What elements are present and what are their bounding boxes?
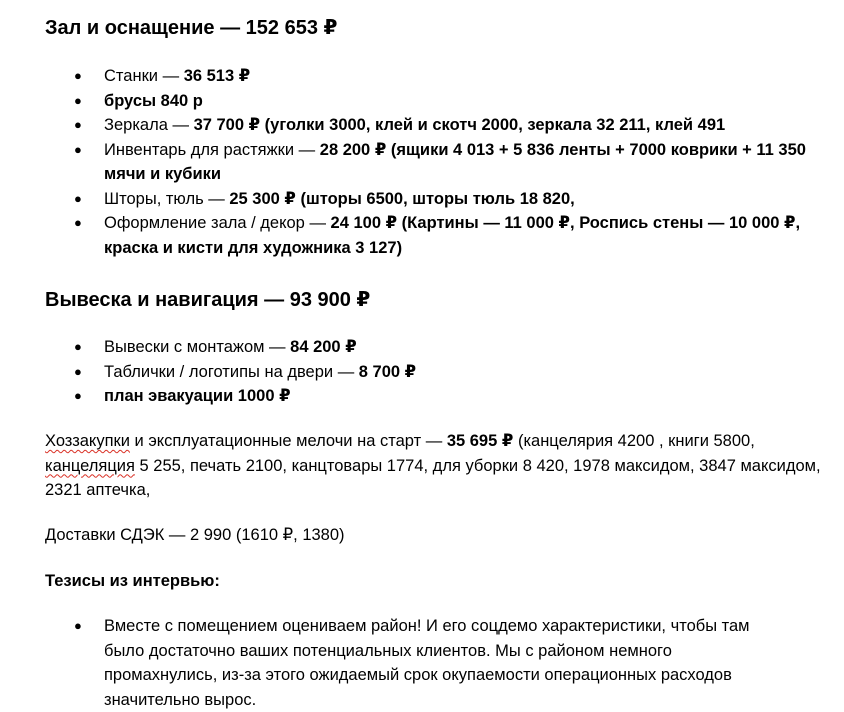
item-label: Шторы, тюль — [104, 189, 230, 208]
paragraph-text: 5 255, печать 2100, канцтовары 1774, для уборки 8 420, 1978 максидом, 3847 максидом, 2321 аптечка, [45, 456, 821, 499]
bullet-icon: ● [74, 141, 82, 157]
item-value: 36 513 ₽ [183, 67, 251, 85]
bullet-icon: ● [74, 190, 82, 206]
theses-heading: Тезисы из интервью: [45, 572, 220, 590]
delivery-paragraph: Доставки СДЭК — 2 990 (1610 ₽, 1380) [45, 526, 345, 544]
item-value: 84 200 ₽ [290, 338, 357, 356]
theses-list [45, 614, 835, 712]
section-heading-hall: Зал и оснащение — 152 653 ₽ [45, 17, 338, 39]
item-value: план эвакуации 1000 ₽ [104, 387, 291, 405]
item-value: 25 300 ₽ (шторы 6500, шторы тюль 18 820, [229, 189, 575, 208]
bullet-icon: ● [74, 388, 82, 403]
bullet-icon: ● [74, 215, 82, 230]
list-item [45, 360, 835, 385]
list-item [45, 138, 835, 187]
item-value: 37 700 ₽ (уголки 3000, клей и скотч 2000, зеркала 32 211, клей 491 [193, 116, 726, 134]
item-value: 28 200 ₽ (ящики 4 013 + 5 836 ленты + 7000 коврики + 11 350 мячи и кубики [104, 140, 806, 183]
item-label: Станки — [104, 67, 184, 85]
item-value: 8 700 ₽ [358, 362, 417, 381]
list-item [45, 335, 835, 360]
misspelled-word[interactable]: Хоззакупки [45, 432, 130, 450]
list-item [45, 614, 784, 712]
list-item [45, 211, 835, 260]
item-value: брусы 840 р [104, 91, 203, 110]
paragraph-text: (канцелярия 4200 , книги 5800, [513, 432, 755, 450]
paragraph-total: 35 695 ₽ [446, 432, 514, 450]
bullet-icon: ● [74, 339, 82, 354]
bullet-icon: ● [74, 68, 82, 83]
bullet-icon: ● [74, 618, 82, 633]
list-item [45, 64, 835, 89]
item-label: Зеркала — [104, 116, 194, 134]
paragraph-text: и эксплуатационные мелочи на старт — [129, 432, 447, 450]
bullet-icon: ● [74, 117, 82, 132]
list-item [45, 187, 835, 212]
item-value: 24 100 ₽ (Картины — 11 000 ₽, Роспись стены — 10 000 ₽, краска и кисти для художника 3 127) [104, 214, 801, 257]
item-label: Вывески с монтажом — [104, 338, 291, 356]
bullet-icon: ● [74, 363, 82, 379]
list-item [45, 384, 835, 409]
item-label: Таблички / логотипы на двери — [104, 362, 359, 381]
thesis-text: Вместе с помещением оцениваем район! И его соцдемо характеристики, чтобы там было достаточно ваших потенциальных клиентов. Мы с районом немного промахнулись, из-за этого ожидаемый срок окупаемости операционных расходов значительно вырос. [104, 617, 750, 709]
section-heading-signage: Вывеска и навигация — 93 900 ₽ [45, 289, 371, 311]
supplies-paragraph [45, 429, 835, 503]
misspelled-word[interactable]: канцеляция [45, 456, 135, 475]
list-item [45, 113, 835, 138]
bullet-icon: ● [74, 92, 82, 108]
hall-items-list [45, 64, 835, 260]
signage-items-list [45, 335, 835, 409]
list-item [45, 89, 835, 114]
item-label: Оформление зала / декор — [104, 214, 331, 232]
item-label: Инвентарь для растяжки — [104, 140, 320, 159]
